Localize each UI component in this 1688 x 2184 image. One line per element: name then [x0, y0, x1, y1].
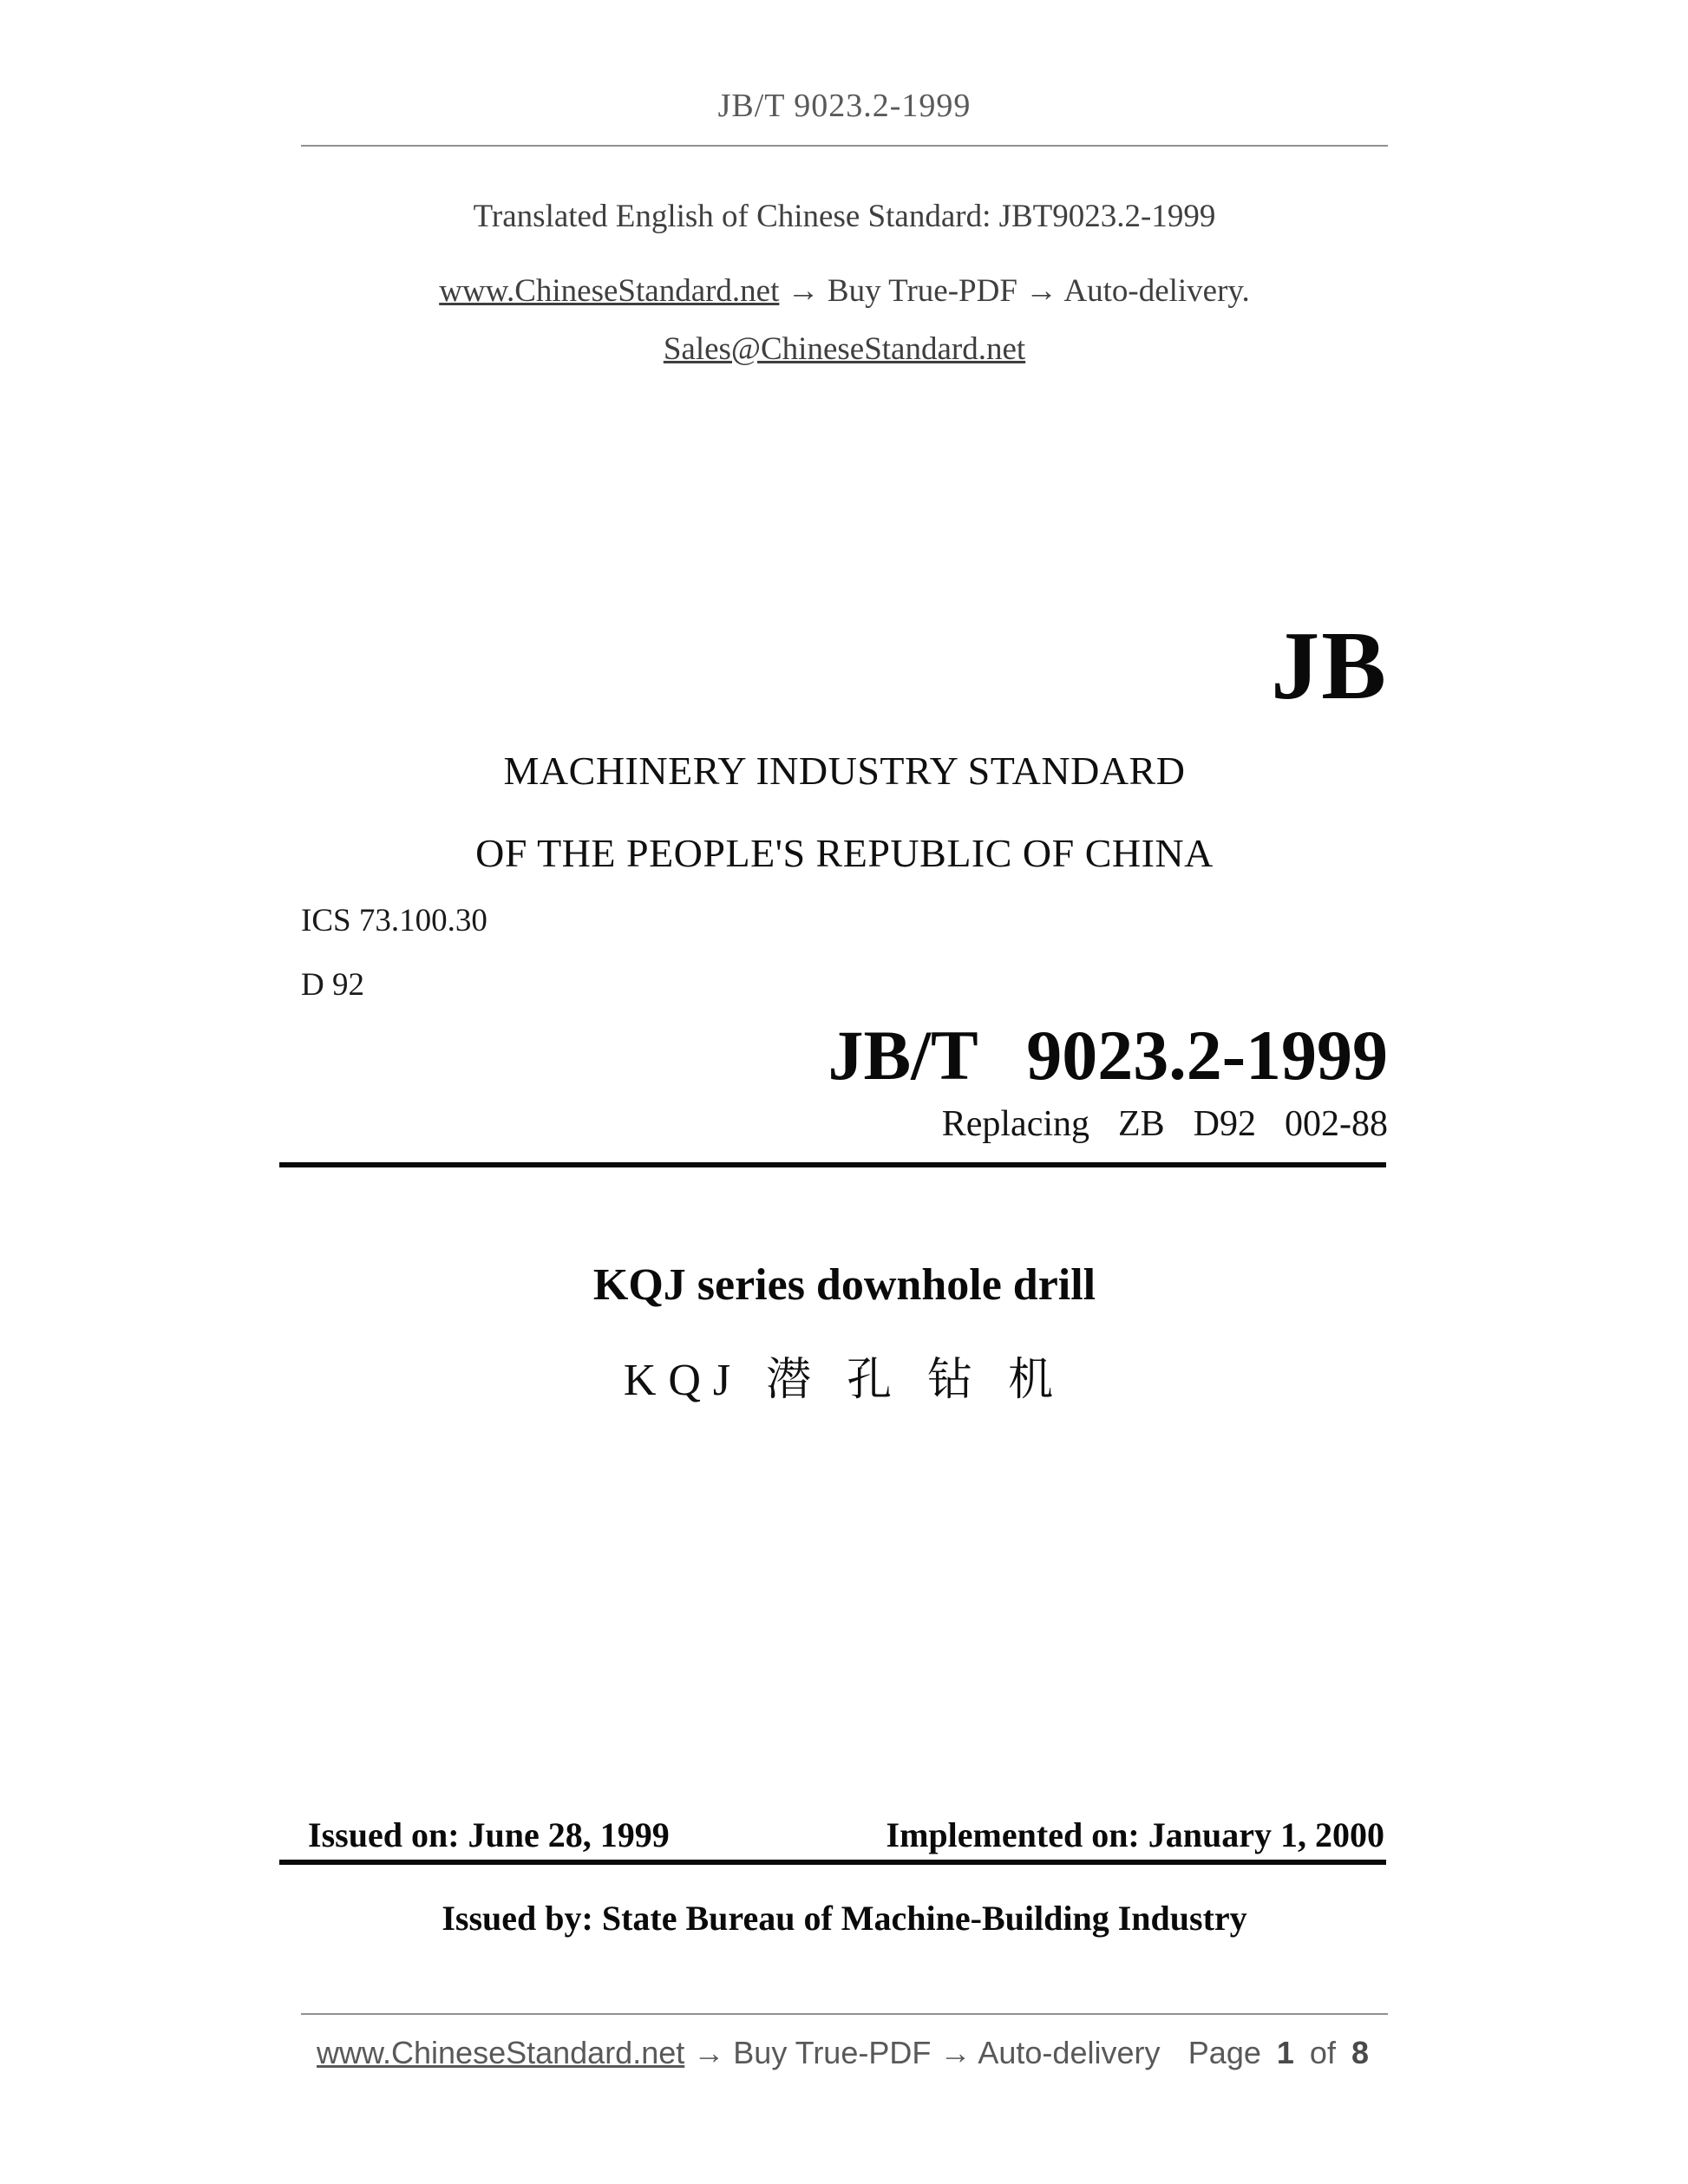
issue-dates-row: [301, 1815, 1388, 1855]
footer: [301, 2035, 1388, 2071]
jb-logo: JB: [1271, 612, 1388, 720]
page-current: 1: [1276, 2035, 1294, 2070]
header-standard-number: JB/T 9023.2-1999: [717, 88, 972, 124]
spacer: [1336, 2035, 1351, 2070]
issued-on-date: Issued on: June 28, 1999: [308, 1815, 670, 1854]
translated-line: Translated English of Chinese Standard: JBT9023.2-1999: [473, 199, 1216, 234]
title-divider: [279, 1162, 1386, 1167]
doc-class-code: D 92: [301, 967, 364, 1003]
spacer: [931, 2035, 939, 2070]
arrow-icon: →: [1025, 273, 1058, 309]
implemented-on-date: Implemented on: January 1, 2000: [886, 1815, 1384, 1854]
spacer: [724, 2035, 733, 2070]
spacer: [1294, 2035, 1310, 2070]
org-line-machinery: MACHINERY INDUSTRY STANDARD: [503, 749, 1186, 793]
issue-divider: [279, 1860, 1386, 1865]
sales-email-line: [301, 330, 1388, 368]
chinesestandard-link[interactable]: www.ChineseStandard.net: [439, 273, 780, 309]
spacer: [820, 273, 828, 309]
page-indicator: [1188, 2035, 1369, 2071]
standard-number-title: JB/T 9023.2-1999: [828, 1016, 1388, 1095]
spacer: [779, 273, 787, 309]
ics-code: ICS 73.100.30: [301, 903, 487, 938]
replacing-note: Replacing ZB D92 002-88: [941, 1104, 1388, 1144]
spacer: [1017, 273, 1025, 309]
arrow-icon: →: [693, 2035, 725, 2070]
standard-title-chinese: KQJ 潜 孔 钻 机: [623, 1356, 1066, 1405]
issued-by-line: Issued by: State Bureau of Machine-Building Industry: [442, 1899, 1247, 1938]
footer-divider: [301, 2013, 1388, 2015]
page-label: Page: [1187, 2035, 1261, 2070]
org-line-republic: OF THE PEOPLE'S REPUBLIC OF CHINA: [475, 831, 1214, 875]
of-label: of: [1309, 2035, 1336, 2070]
arrow-icon: →: [939, 2035, 972, 2070]
footer-buy-text: Buy True-PDF: [733, 2035, 932, 2070]
buy-link-line: [301, 272, 1388, 310]
spacer: [1261, 2035, 1277, 2070]
standard-title-english: KQJ series downhole drill: [592, 1260, 1096, 1310]
footer-chinesestandard-link[interactable]: www.ChineseStandard.net: [317, 2035, 685, 2070]
auto-delivery-text: Auto-delivery.: [1063, 273, 1250, 309]
footer-link-line: [317, 2035, 1160, 2071]
sales-email-link[interactable]: Sales@ChineseStandard.net: [663, 331, 1026, 367]
page-total: 8: [1351, 2035, 1369, 2070]
buy-true-pdf-text: Buy True-PDF: [827, 273, 1017, 309]
spacer: [684, 2035, 693, 2070]
arrow-icon: →: [787, 273, 820, 309]
header-divider: [301, 145, 1388, 147]
footer-delivery-text: Auto-delivery: [978, 2035, 1161, 2070]
